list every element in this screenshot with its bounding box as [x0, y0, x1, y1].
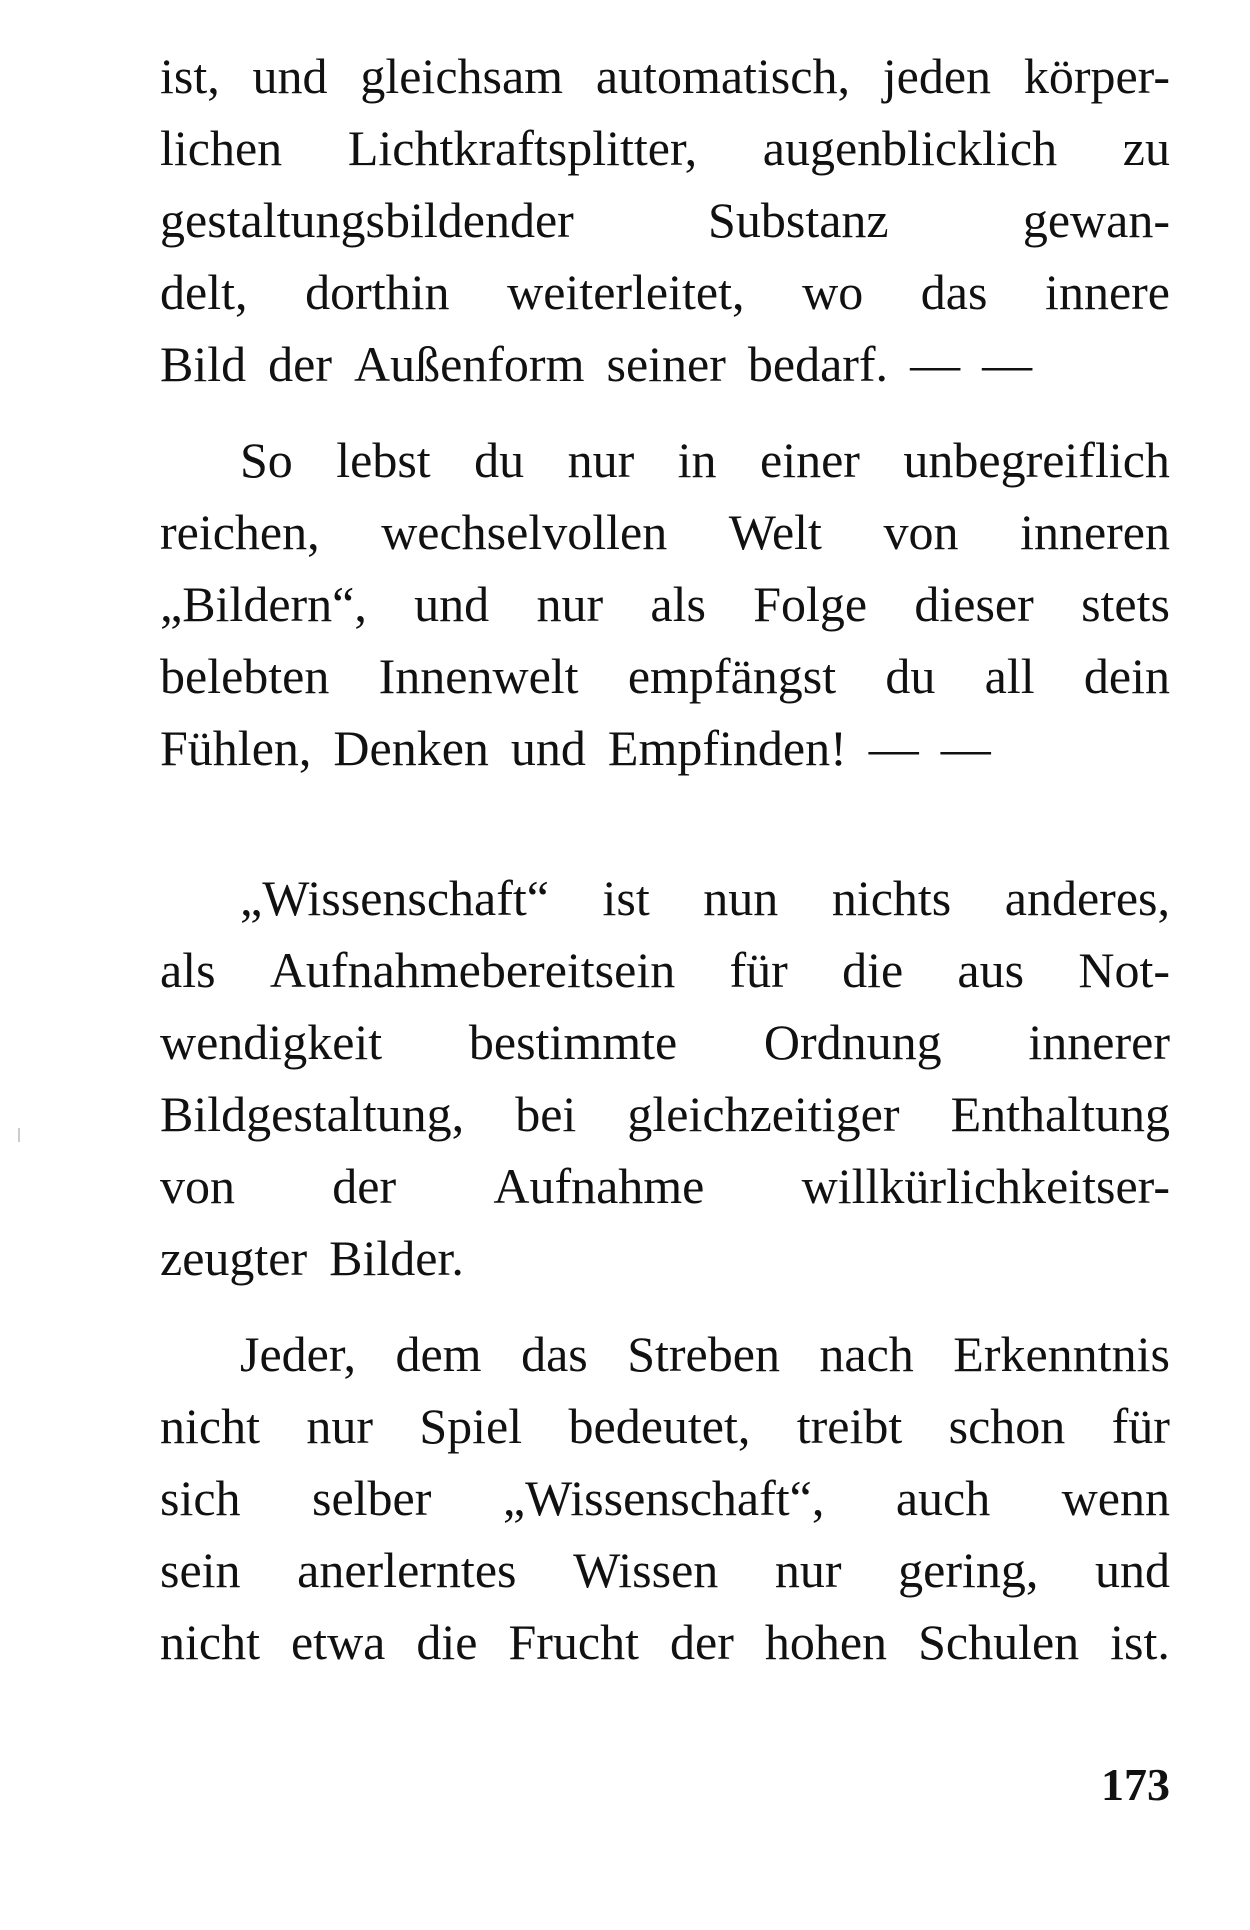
text-line — [160, 1390, 1170, 1462]
word: Jeder, — [240, 1326, 356, 1382]
word: für — [1111, 1398, 1170, 1454]
word: — — [868, 720, 919, 776]
word: all — [984, 648, 1035, 704]
word: Frucht — [508, 1614, 640, 1670]
word: Ordnung — [763, 1014, 942, 1070]
word: wo — [802, 264, 864, 320]
word: die — [842, 942, 904, 998]
word: von — [160, 1158, 235, 1214]
word: in — [677, 432, 717, 488]
word: bei — [515, 1086, 577, 1142]
text-line — [160, 112, 1170, 184]
word: Schulen — [918, 1614, 1080, 1670]
word: der — [268, 336, 332, 392]
margin-mark — [18, 1128, 20, 1142]
word: Bilder. — [329, 1230, 464, 1286]
word: ist, — [160, 48, 220, 104]
word: zu — [1122, 120, 1170, 176]
word: du — [474, 432, 525, 488]
text-line — [160, 40, 1170, 112]
word: der — [332, 1158, 397, 1214]
text-line — [160, 496, 1170, 568]
text-line — [160, 424, 1170, 496]
word: Spiel — [419, 1398, 523, 1454]
text-line — [160, 862, 1170, 934]
text-line — [160, 1222, 1170, 1294]
word: bedeutet, — [568, 1398, 751, 1454]
word: — — [910, 336, 961, 392]
word: anderes, — [1004, 870, 1170, 926]
word: Substanz — [708, 192, 889, 248]
page-number: 173 — [1101, 1759, 1170, 1810]
word: nur — [774, 1542, 842, 1598]
paragraph-1 — [160, 40, 1170, 400]
word: lebst — [336, 432, 431, 488]
text-line — [160, 256, 1170, 328]
word: Wissen — [573, 1542, 719, 1598]
word: selber — [312, 1470, 432, 1526]
text-line — [160, 568, 1170, 640]
page-text — [160, 40, 1170, 1678]
word: dein — [1083, 648, 1170, 704]
paragraph-2 — [160, 424, 1170, 784]
word: lichen — [160, 120, 283, 176]
word: augenblicklich — [762, 120, 1058, 176]
word: wendigkeit — [160, 1014, 383, 1070]
word: Enthaltung — [950, 1086, 1170, 1142]
word: delt, — [160, 264, 248, 320]
text-line — [160, 1534, 1170, 1606]
word: gleichzeitiger — [627, 1086, 900, 1142]
word: nicht — [160, 1614, 260, 1670]
word: — — [982, 336, 1033, 392]
text-line — [160, 1462, 1170, 1534]
word: sein — [160, 1542, 241, 1598]
word: nicht — [160, 1398, 260, 1454]
word: Aufnahme — [493, 1158, 705, 1214]
word: die — [416, 1614, 478, 1670]
word: reichen, — [160, 504, 320, 560]
word: treibt — [796, 1398, 903, 1454]
word: wenn — [1061, 1470, 1170, 1526]
word: Folge — [753, 576, 868, 632]
word: „Wissenschaft“, — [502, 1470, 825, 1526]
word: nur — [567, 432, 635, 488]
word: Innenwelt — [378, 648, 579, 704]
word: nichts — [831, 870, 952, 926]
word: bestimmte — [468, 1014, 678, 1070]
text-line — [160, 184, 1170, 256]
word: Bild — [160, 336, 247, 392]
word: nach — [819, 1326, 914, 1382]
word: Fühlen, — [160, 720, 312, 776]
word: und — [252, 48, 328, 104]
word: ist. — [1110, 1614, 1170, 1670]
paragraph-3 — [160, 862, 1170, 1294]
word: sich — [160, 1470, 241, 1526]
word: nur — [306, 1398, 373, 1454]
word: anerlerntes — [297, 1542, 517, 1598]
word: das — [521, 1326, 588, 1382]
word: aus — [957, 942, 1025, 998]
word: und — [510, 720, 586, 776]
word: und — [414, 576, 490, 632]
paragraph-4 — [160, 1318, 1170, 1678]
text-line — [160, 640, 1170, 712]
text-line — [160, 1318, 1170, 1390]
word: und — [1095, 1542, 1170, 1598]
word: dieser — [914, 576, 1034, 632]
word: auch — [895, 1470, 991, 1526]
word: etwa — [290, 1614, 386, 1670]
word: automatisch, — [595, 48, 850, 104]
word: empfängst — [627, 648, 837, 704]
word: stets — [1081, 576, 1170, 632]
word: Streben — [627, 1326, 780, 1382]
word: für — [729, 942, 788, 998]
word: — — [940, 720, 991, 776]
word: dem — [395, 1326, 482, 1382]
word: „Wissenschaft“ — [240, 870, 549, 926]
word: nur — [536, 576, 604, 632]
word: innerer — [1028, 1014, 1170, 1070]
word: Erkenntnis — [953, 1326, 1170, 1382]
word: nun — [703, 870, 779, 926]
word: belebten — [160, 648, 330, 704]
word: gleichsam — [360, 48, 564, 104]
word: gewan- — [1022, 192, 1170, 248]
word: zeugter — [160, 1230, 308, 1286]
word: dorthin — [305, 264, 450, 320]
word: einer — [760, 432, 860, 488]
word: Not- — [1078, 942, 1170, 998]
word: körper- — [1023, 48, 1170, 104]
word: das — [920, 264, 988, 320]
word: Denken — [333, 720, 489, 776]
word: gestaltungsbildender — [160, 192, 574, 248]
word: Außenform — [353, 336, 585, 392]
word: von — [883, 504, 959, 560]
word: als — [160, 942, 216, 998]
text-line — [160, 1078, 1170, 1150]
text-line — [160, 1606, 1170, 1678]
text-line — [160, 934, 1170, 1006]
word: schon — [948, 1398, 1066, 1454]
word: der — [670, 1614, 734, 1670]
word: inneren — [1020, 504, 1170, 560]
word: ist — [602, 870, 650, 926]
word: gering, — [898, 1542, 1039, 1598]
word: du — [885, 648, 936, 704]
word: Aufnahmebereitsein — [269, 942, 676, 998]
text-line — [160, 328, 1170, 400]
word: seiner — [606, 336, 726, 392]
word: wechselvollen — [381, 504, 668, 560]
word: Bildgestaltung, — [160, 1086, 465, 1142]
text-line — [160, 1150, 1170, 1222]
word: als — [650, 576, 706, 632]
word: Empfinden! — [607, 720, 847, 776]
text-line — [160, 1006, 1170, 1078]
text-line — [160, 712, 1170, 784]
word: innere — [1045, 264, 1170, 320]
word: So — [240, 432, 293, 488]
word: willkürlichkeitser- — [801, 1158, 1170, 1214]
word: „Bildern“, — [160, 576, 367, 632]
word: hohen — [764, 1614, 888, 1670]
word: unbegreiflich — [903, 432, 1170, 488]
word: Lichtkraftsplitter, — [347, 120, 698, 176]
word: weiterleitet, — [507, 264, 745, 320]
word: bedarf. — [747, 336, 889, 392]
word: jeden — [882, 48, 992, 104]
word: Welt — [728, 504, 822, 560]
